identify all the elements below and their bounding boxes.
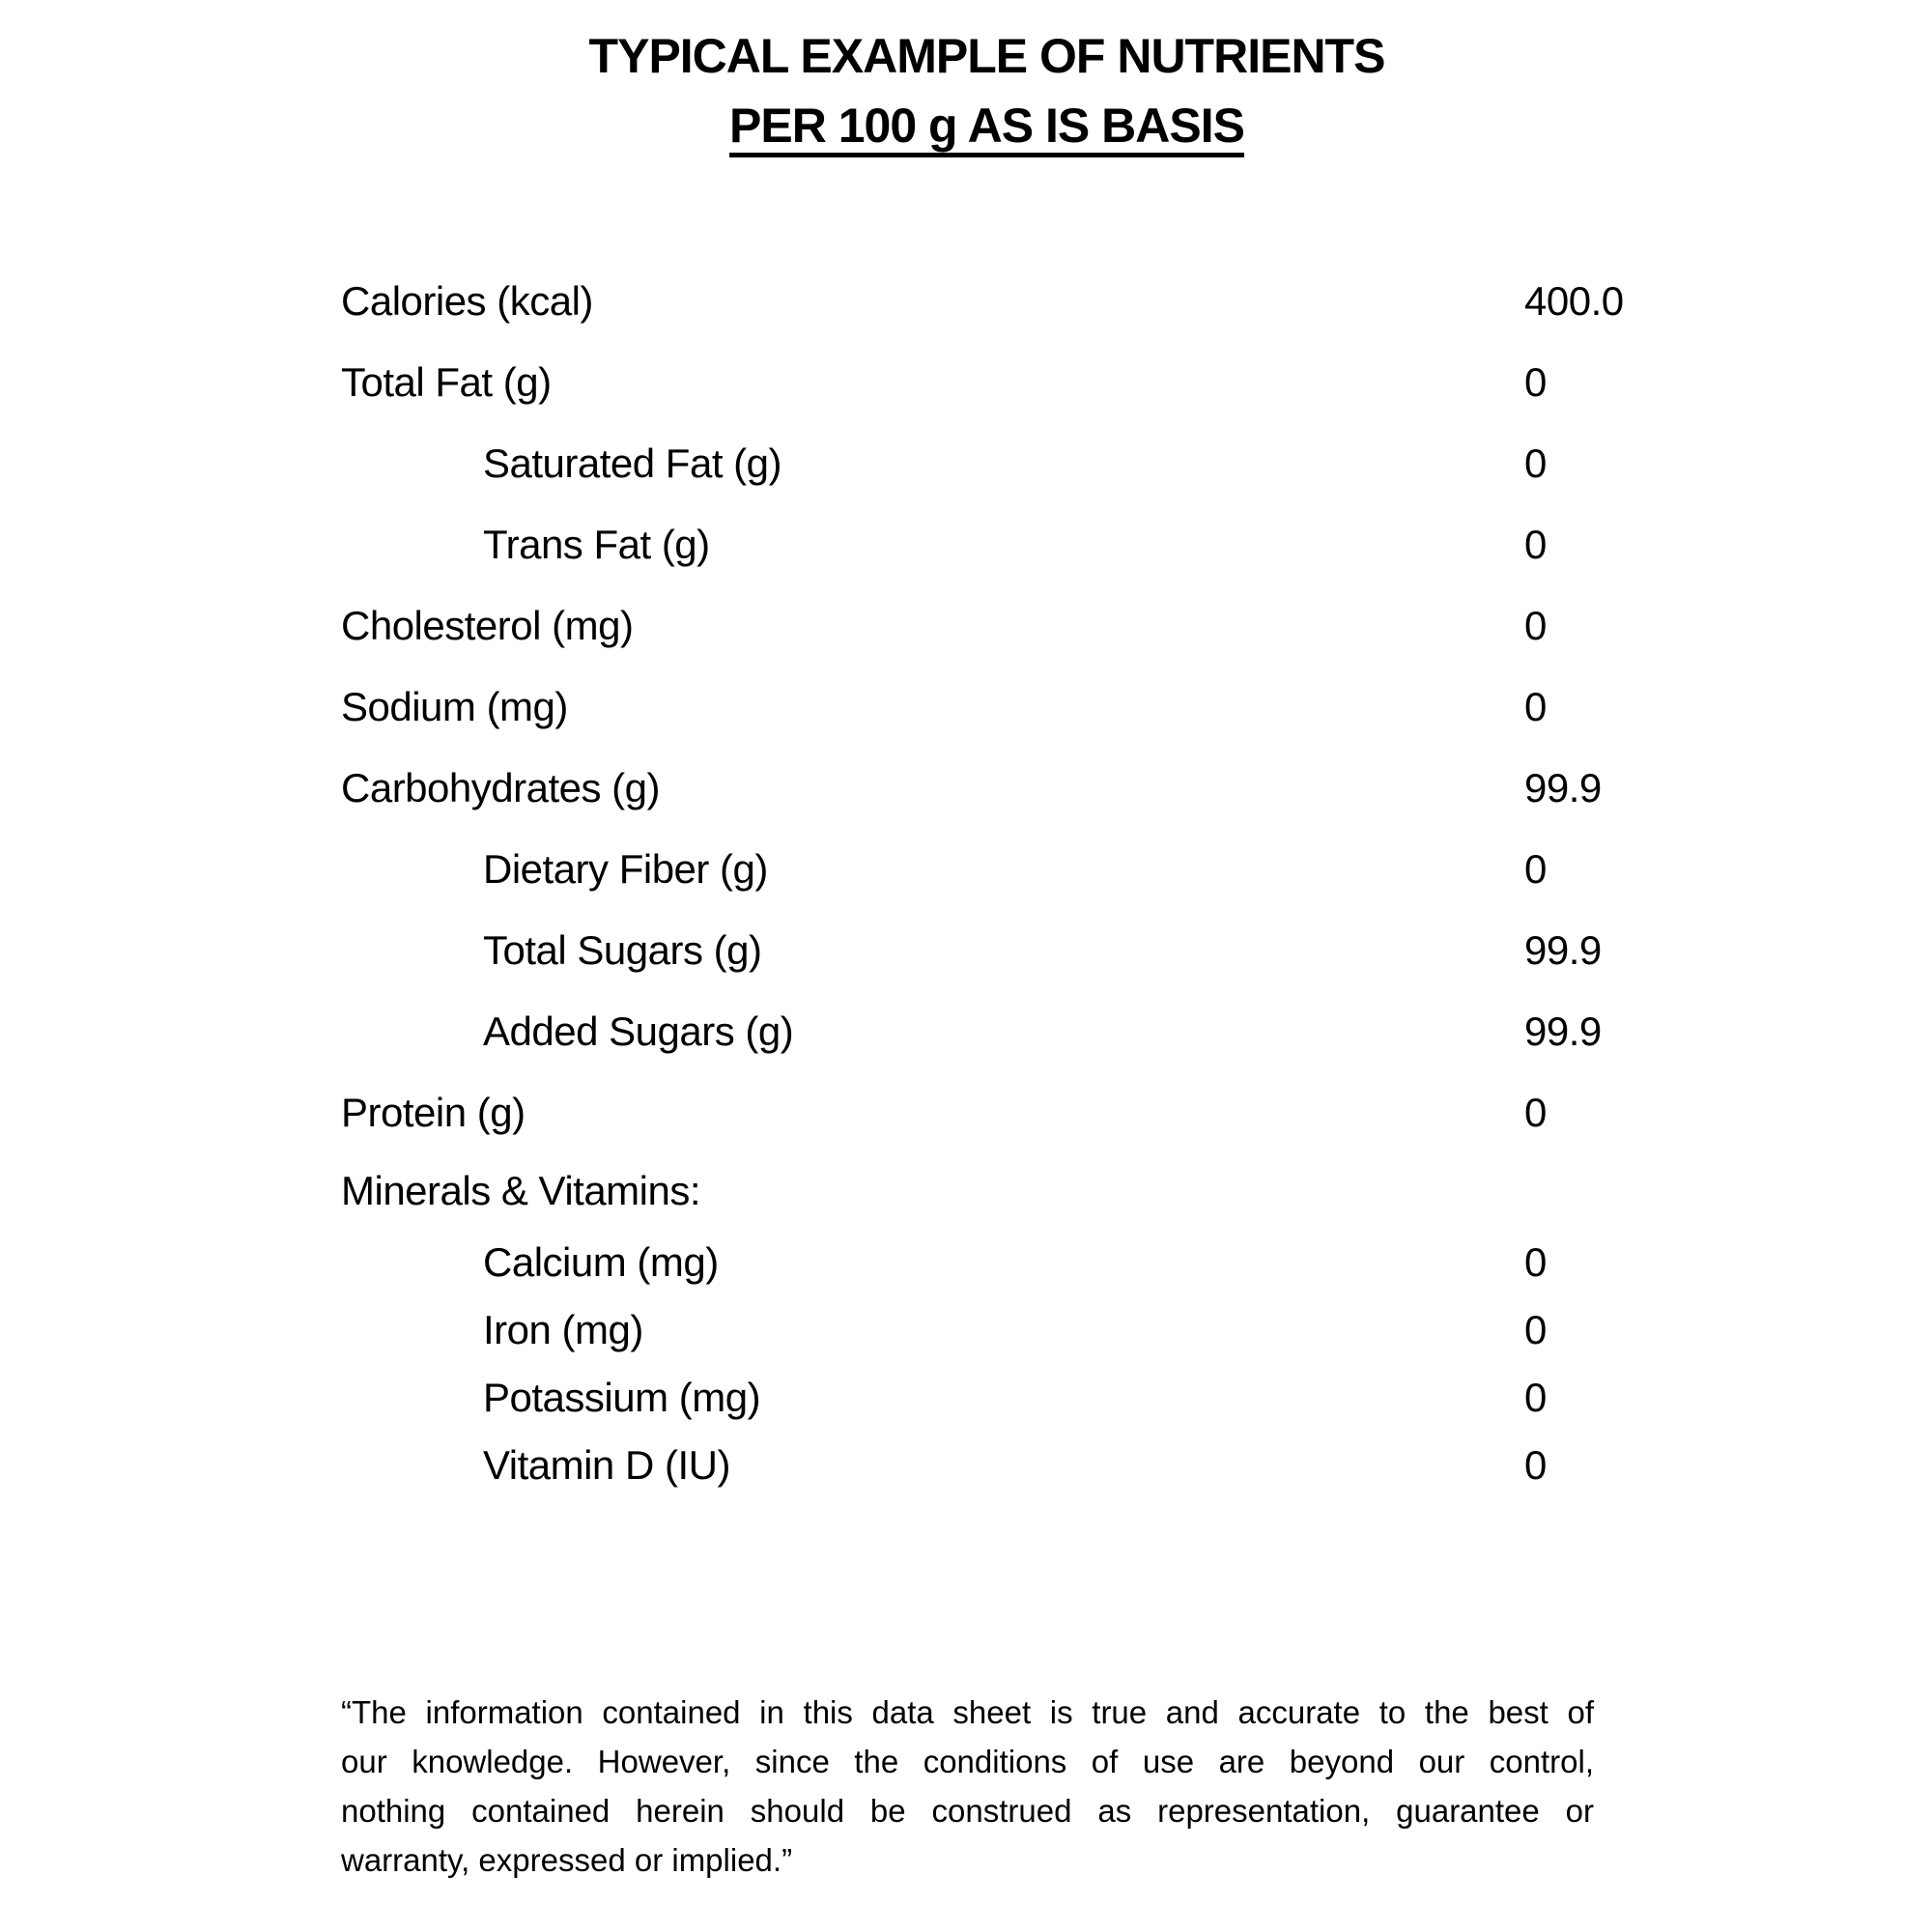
table-row-calcium [341,1229,1633,1296]
page-title-line2: PER 100 g AS IS BASIS [729,99,1244,153]
nutrient-value: 99.9 [1524,1009,1602,1054]
disclaimer-line: our knowledge. However, since the conditions of use are beyond our control, [341,1744,1594,1779]
nutrient-label: Sodium (mg) [341,684,568,729]
page-title-line1: TYPICAL EXAMPLE OF NUTRIENTS [588,29,1385,83]
nutrient-label: Added Sugars (g) [483,1009,794,1054]
nutrient-value: 0 [1524,1442,1547,1488]
table-row-cholesterol [341,585,1633,667]
table-row-total-fat [341,342,1633,423]
page-title [341,21,1633,160]
nutrient-value: 0 [1524,359,1547,405]
table-row-added-sugars [341,991,1633,1072]
nutrient-label: Carbohydrates (g) [341,765,660,810]
table-row-calories [341,261,1633,342]
nutrient-label: Calories (kcal) [341,278,593,324]
table-row-vitamin-d [341,1432,1633,1499]
nutrient-value: 0 [1524,440,1547,486]
table-row-iron [341,1296,1633,1364]
nutrient-value: 0 [1524,1090,1547,1135]
disclaimer-line: nothing contained herein should be construed as representation, guarantee or [341,1793,1594,1829]
disclaimer-paragraph [341,1688,1594,1885]
nutrient-label: Protein (g) [341,1090,526,1135]
table-row-protein [341,1072,1633,1153]
nutrient-label: Potassium (mg) [483,1375,761,1420]
nutrient-value: 0 [1524,1307,1547,1352]
table-row-trans-fat [341,504,1633,585]
nutrient-table [341,261,1633,1499]
nutrient-value: 99.9 [1524,765,1602,810]
nutrient-value: 0 [1524,846,1547,892]
nutrient-value: 0 [1524,684,1547,729]
section-label: Minerals & Vitamins: [341,1168,701,1213]
table-row-potassium [341,1364,1633,1432]
table-section-minerals-vitamins [341,1153,1633,1229]
table-row-total-sugars [341,910,1633,991]
nutrient-label: Iron (mg) [483,1307,643,1352]
table-row-saturated-fat [341,423,1633,504]
nutrient-label: Calcium (mg) [483,1239,719,1285]
nutrient-label: Trans Fat (g) [483,522,710,567]
disclaimer-line: warranty, expressed or implied.” [341,1842,793,1878]
nutrient-value: 0 [1524,1239,1547,1285]
nutrient-value: 99.9 [1524,927,1602,973]
nutrient-label: Total Sugars (g) [483,927,762,973]
nutrient-label: Cholesterol (mg) [341,603,634,648]
nutrient-value: 0 [1524,603,1547,648]
nutrient-label: Saturated Fat (g) [483,440,781,486]
table-row-dietary-fiber [341,829,1633,910]
nutrient-value: 400.0 [1524,278,1624,324]
table-row-sodium [341,667,1633,748]
table-row-carbohydrates [341,748,1633,829]
nutrient-label: Total Fat (g) [341,359,552,405]
nutrient-value: 0 [1524,522,1547,567]
nutrient-value: 0 [1524,1375,1547,1420]
nutrient-label: Vitamin D (IU) [483,1442,730,1488]
nutrient-label: Dietary Fiber (g) [483,846,768,892]
disclaimer-line: “The information contained in this data sheet is true and accurate to the best of [341,1694,1594,1730]
